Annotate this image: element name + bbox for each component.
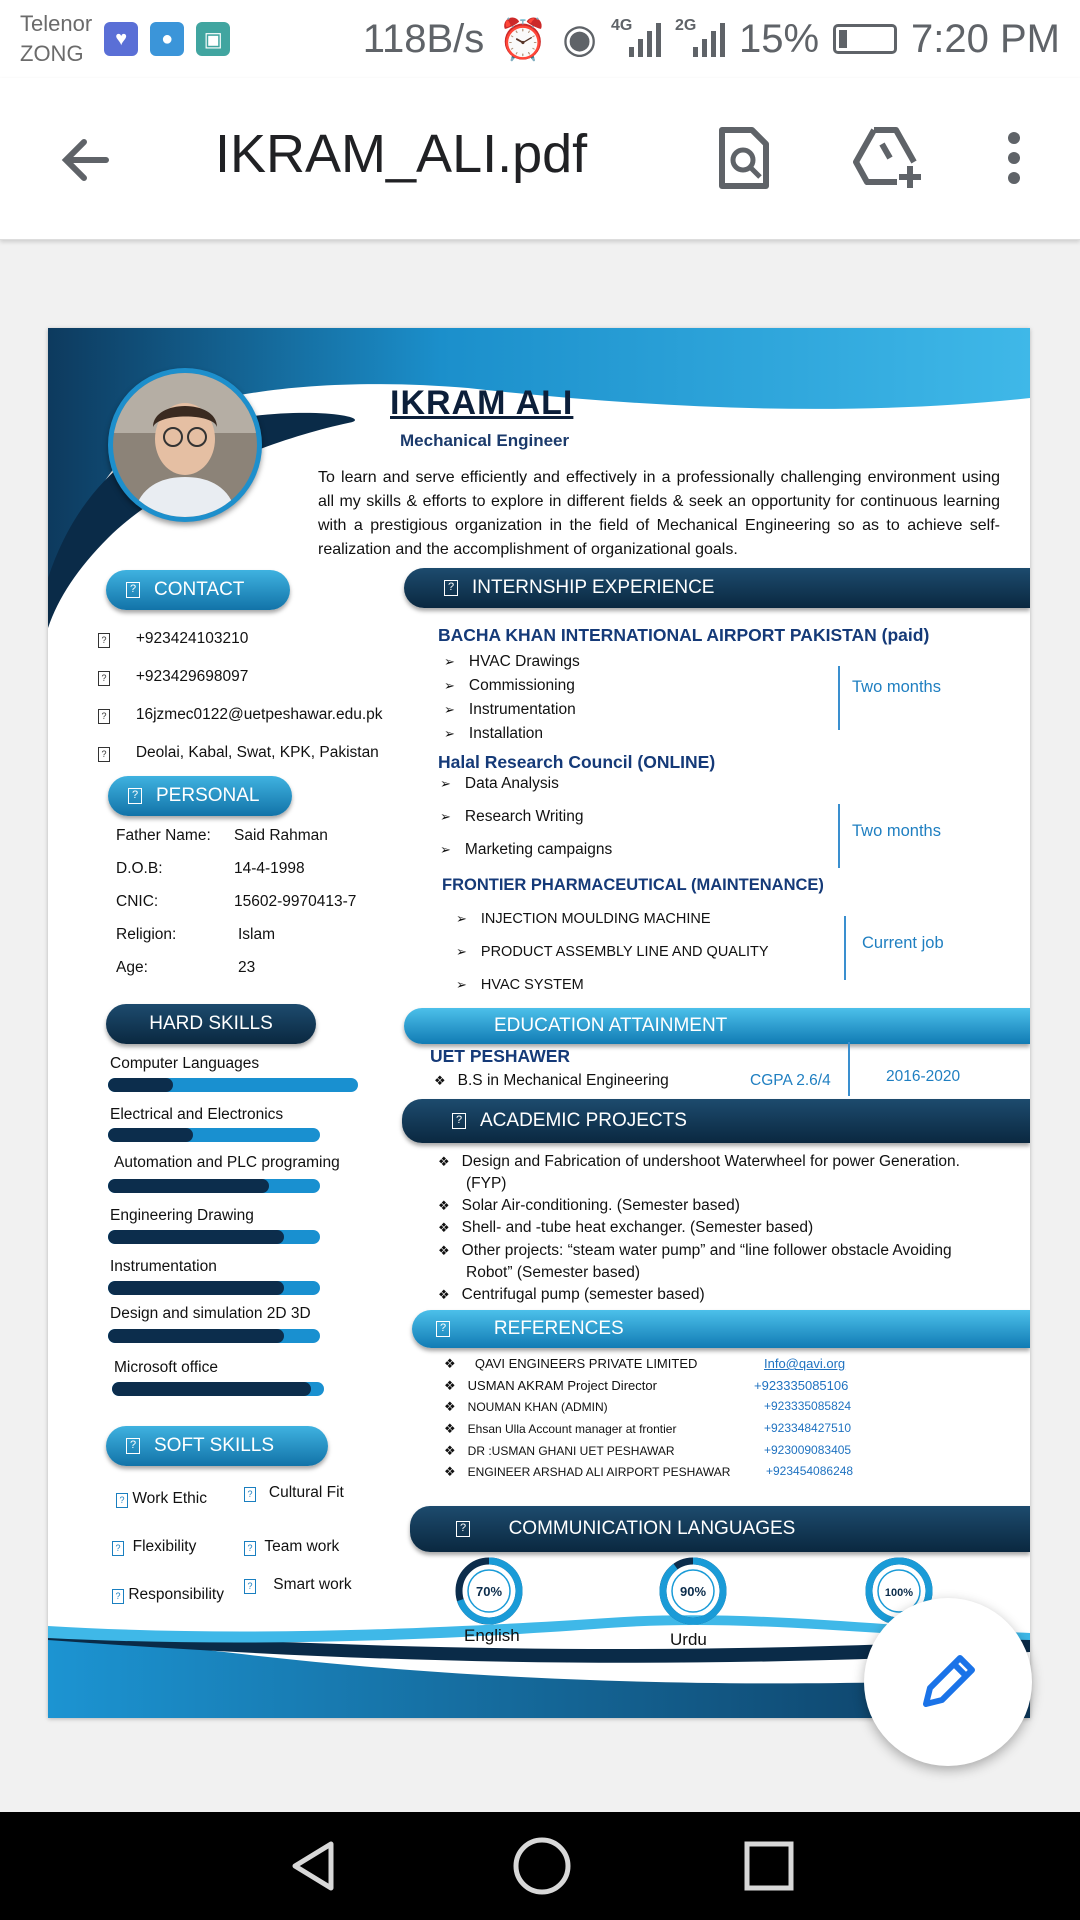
divider [848,1042,850,1096]
internship-0-item-2 [444,701,576,719]
personal-label-3: Religion: [116,926,177,943]
soft-skill-0-text: Work Ethic [132,1490,207,1507]
internship-2-item-0 [456,911,711,927]
email-icon: ? [98,709,110,724]
clock: 7:20 PM [911,16,1060,61]
project-1 [438,1197,740,1215]
language-gauge-third-label: 100% [884,1587,914,1599]
contact-address [98,744,379,762]
language-name-english: English [464,1626,520,1645]
gallery-notification-icon: ▣ [196,22,230,56]
divider [844,916,846,980]
diamond-bullet-icon: ❖ [444,1443,456,1458]
pdf-page[interactable] [48,328,1030,1718]
internship-2-item-1-text: PRODUCT ASSEMBLY LINE AND QUALITY [480,944,769,960]
skill-name-2: Automation and PLC programing [114,1154,340,1171]
projects-header-label: ACADEMIC PROJECTS [480,1110,687,1131]
soft-skill-5 [244,1576,352,1594]
phone-icon: ? [98,671,110,686]
references-icon: ? [436,1321,450,1337]
language-gauge-english-label: 70% [475,1584,503,1599]
nav-back-button[interactable] [285,1838,341,1894]
education-cgpa: CGPA 2.6/4 [750,1072,831,1089]
eye-comfort-icon: ◉ [562,17,597,61]
personal-label-1: D.O.B: [116,860,163,877]
profile-photo [113,373,257,517]
resume-name: IKRAM ALI [390,384,574,422]
diamond-bullet-icon: ❖ [438,1154,450,1169]
signal-icon-2 [674,17,725,57]
personal-label-4: Age: [116,959,148,976]
phone-icon: ? [98,633,110,648]
pencil-icon [916,1650,980,1714]
contact-email-text: 16jzmec0122@uetpeshawar.edu.pk [135,706,383,723]
reference-4-contact: +923009083405 [764,1443,852,1457]
skill-bar-6 [112,1382,324,1396]
education-degree [434,1072,669,1090]
nav-recents-button[interactable] [743,1840,795,1892]
arrow-bullet-icon: ➢ [440,776,451,791]
edit-fab-button[interactable] [864,1598,1032,1766]
divider [838,804,840,868]
internship-0-item-3 [444,725,543,743]
reference-3-name [444,1421,676,1437]
contact-phone-2 [98,668,248,686]
contact-email [98,706,383,724]
arrow-left-icon [56,132,112,188]
internship-org-1: Halal Research Council (ONLINE) [438,752,716,772]
soft-skill-2-text: Flexibility [132,1538,197,1555]
internship-0-item-3-text: Installation [468,725,544,742]
internship-1-duration: Two months [852,822,941,840]
reference-5-name [444,1464,730,1480]
reference-3-name-text: Ehsan Ulla Account manager at frontier [467,1422,677,1436]
internship-2-item-1 [456,944,769,960]
internship-0-item-0 [444,653,580,671]
internship-2-item-0-text: INJECTION MOULDING MACHINE [480,911,711,927]
more-vertical-icon [1004,130,1024,186]
internship-org-2: FRONTIER PHARMACEUTICAL (MAINTENANCE) [442,876,824,894]
diamond-bullet-icon: ❖ [438,1287,450,1302]
arrow-bullet-icon: ➢ [440,842,451,857]
skill-name-1: Electrical and Electronics [110,1106,284,1123]
soft-skills-header-label: SOFT SKILLS [154,1435,275,1456]
skill-bar-1-fill [108,1128,193,1142]
arrow-bullet-icon: ➢ [456,911,467,926]
personal-header-label: PERSONAL [156,785,260,806]
soft-skill-2 [112,1538,196,1556]
internship-1-item-0-text: Data Analysis [464,775,559,792]
project-3-cont: Robot” (Semester based) [466,1264,641,1281]
personal-icon: ? [128,788,142,804]
message-notification-icon: ● [150,22,184,56]
contact-phone-1-text: +923424103210 [135,630,249,647]
internship-header-label: INTERNSHIP EXPERIENCE [472,577,715,598]
language-gauge-urdu [658,1556,728,1626]
carrier-2: ZONG [20,41,84,66]
hard-skills-header-label: HARD SKILLS [149,1013,273,1034]
diamond-bullet-icon: ❖ [444,1378,456,1393]
check-icon: ? [116,1493,128,1508]
soft-skills-icon: ? [126,1438,140,1454]
check-icon: ? [244,1579,256,1594]
reference-0-contact[interactable]: Info@qavi.org [764,1356,846,1371]
skill-bar-6-fill [112,1382,311,1396]
diamond-bullet-icon: ❖ [434,1073,446,1088]
personal-header [108,776,292,816]
skill-bar-3 [108,1230,320,1244]
project-2 [438,1219,813,1237]
diamond-bullet-icon: ❖ [444,1421,456,1436]
reference-0-name [444,1356,697,1372]
network-type-2: 2G [674,17,697,34]
internship-org-0: BACHA KHAN INTERNATIONAL AIRPORT PAKISTAN (paid) [438,625,930,645]
resume-role: Mechanical Engineer [400,431,570,450]
soft-skill-5-text: Smart work [273,1576,352,1593]
internship-1-item-2 [440,841,612,859]
arrow-bullet-icon: ➢ [456,944,467,959]
personal-label-2: CNIC: [116,893,159,910]
arrow-bullet-icon: ➢ [444,702,455,717]
health-notification-icon: ♥ [104,22,138,56]
battery-icon [833,24,897,54]
find-in-page-icon [716,126,772,190]
education-header-label: EDUCATION ATTAINMENT [494,1015,728,1036]
language-gauge-english [454,1556,524,1626]
project-0-cont: (FYP) [466,1175,507,1192]
network-speed: 118B/s [362,16,485,61]
internship-1-item-0 [440,775,559,793]
reference-5-name-text: ENGINEER ARSHAD ALI AIRPORT PESHAWAR [467,1465,731,1479]
project-1-text: Solar Air-conditioning. (Semester based) [461,1197,740,1214]
project-0-text: Design and Fabrication of undershoot Waterwheel for power Generation. [461,1153,960,1170]
check-icon: ? [244,1541,256,1556]
personal-value-4: 23 [238,959,256,976]
signal-icon-1 [610,17,661,57]
reference-1-name [444,1378,657,1394]
check-icon: ? [112,1541,124,1556]
contact-header [106,570,290,610]
soft-skill-3 [244,1538,339,1556]
reference-2-contact: +923335085824 [764,1399,852,1413]
document-title: IKRAM_ALI.pdf [215,124,588,184]
internship-1-item-2-text: Marketing campaigns [464,841,613,858]
education-header [404,1008,1030,1044]
personal-value-0: Said Rahman [234,827,328,844]
personal-label-0: Father Name: [116,827,211,844]
project-3-text: Other projects: “steam water pump” and “line follower obstacle Avoiding [461,1242,952,1259]
network-type-1: 4G [610,17,633,34]
reference-4-name [444,1443,675,1459]
education-degree-text: B.S in Mechanical Engineering [457,1072,669,1089]
internship-0-item-1 [444,677,575,695]
reference-5-contact: +923454086248 [766,1464,854,1478]
soft-skills-header [106,1426,328,1466]
internship-0-item-2-text: Instrumentation [468,701,576,718]
arrow-bullet-icon: ➢ [440,809,451,824]
reference-1-name-text: USMAN AKRAM Project Director [467,1378,657,1393]
skill-name-0: Computer Languages [110,1055,260,1072]
projects-icon: ? [452,1113,466,1129]
reference-0-name-text: QAVI ENGINEERS PRIVATE LIMITED [474,1356,698,1371]
skill-bar-0-fill [108,1078,173,1092]
education-years: 2016-2020 [886,1068,961,1085]
internship-2-item-2 [456,977,584,993]
alarm-icon: ⏰ [498,17,549,62]
diamond-bullet-icon: ❖ [438,1243,450,1258]
reference-2-name-text: NOUMAN KHAN (ADMIN) [467,1400,608,1414]
contact-icon: ? [126,582,140,598]
contact-phone-1 [98,630,248,648]
internship-1-item-1-text: Research Writing [464,808,584,825]
arrow-bullet-icon: ➢ [444,678,455,693]
carrier-1: Telenor [20,11,93,36]
status-bar [0,0,1080,78]
skill-name-3: Engineering Drawing [110,1207,254,1224]
project-0 [438,1153,960,1171]
internship-1-item-1 [440,808,584,826]
project-4 [438,1286,705,1304]
diamond-bullet-icon: ❖ [444,1356,456,1371]
skill-name-5: Design and simulation 2D 3D [110,1305,311,1322]
soft-skill-3-text: Team work [264,1538,340,1555]
more-options-button[interactable] [974,118,1054,198]
contact-phone-2-text: +923429698097 [135,668,249,685]
soft-skill-0 [116,1490,207,1508]
reference-2-name [444,1399,608,1415]
divider [838,666,840,730]
language-gauge-urdu-label: 90% [679,1584,707,1599]
soft-skill-4 [112,1586,224,1604]
drive-add-icon [852,126,924,190]
location-icon: ? [98,747,110,762]
diamond-bullet-icon: ❖ [444,1464,456,1479]
references-header-label: REFERENCES [493,1318,624,1339]
soft-skill-4-text: Responsibility [128,1586,224,1603]
internship-header [404,568,1030,608]
skill-name-6: Microsoft office [114,1359,218,1376]
diamond-bullet-icon: ❖ [438,1220,450,1235]
project-2-text: Shell- and -tube heat exchanger. (Semester based) [461,1219,814,1236]
add-to-drive-button[interactable] [848,118,928,198]
arrow-bullet-icon: ➢ [456,977,467,992]
project-4-text: Centrifugal pump (semester based) [461,1286,705,1303]
internship-0-item-1-text: Commissioning [468,677,575,694]
internship-2-item-2-text: HVAC SYSTEM [480,977,584,993]
personal-value-1: 14-4-1998 [234,860,305,877]
skill-bar-0 [108,1078,358,1092]
skill-name-4: Instrumentation [110,1258,217,1275]
skill-bar-2-fill [108,1179,269,1193]
resume-objective: To learn and serve efficiently and effectively in a professionally challenging environment using all my skills & efforts to explore in different fields & seek an opportunity for continuous learning with a prestigious organization in the field of Mechanical Engineering so as to achieve self-realization and the accomplishment of organizational goals. [318,469,1000,558]
language-name-urdu: Urdu [670,1630,707,1649]
reference-4-name-text: DR :USMAN GHANI UET PESHAWAR [467,1444,675,1458]
skill-bar-2 [108,1179,320,1193]
skill-bar-3-fill [108,1230,284,1244]
soft-skill-1 [244,1484,344,1502]
navigation-bar [0,1812,1080,1920]
soft-skill-1-text: Cultural Fit [268,1484,344,1501]
project-3 [438,1242,952,1260]
languages-header-label: COMMUNICATION LANGUAGES [508,1518,796,1539]
skill-bar-1 [108,1128,320,1142]
personal-value-2: 15602-9970413-7 [234,893,357,910]
education-school: UET PESHAWER [430,1046,571,1066]
back-button[interactable] [56,132,112,188]
hard-skills-header [106,1004,316,1044]
diamond-bullet-icon: ❖ [438,1198,450,1213]
reference-1-contact: +923335085106 [754,1378,849,1393]
contact-header-label: CONTACT [154,579,245,600]
languages-icon: ? [456,1521,470,1537]
arrow-bullet-icon: ➢ [444,654,455,669]
languages-header [410,1506,1030,1552]
search-document-button[interactable] [704,118,784,198]
skill-bar-4-fill [108,1281,284,1295]
battery-percent: 15% [738,16,820,61]
app-bar [0,78,1080,240]
internship-0-item-0-text: HVAC Drawings [468,653,580,670]
skill-bar-5 [108,1329,320,1343]
check-icon: ? [112,1589,124,1604]
projects-header [402,1099,1030,1143]
contact-address-text: Deolai, Kabal, Swat, KPK, Pakistan [135,744,379,761]
personal-value-3: Islam [238,926,276,943]
arrow-bullet-icon: ➢ [444,726,455,741]
internship-icon: ? [444,580,458,596]
internship-2-duration: Current job [862,934,944,952]
nav-home-button[interactable] [512,1836,572,1896]
profile-photo-frame [108,368,262,522]
internship-0-duration: Two months [852,678,941,696]
check-icon: ? [244,1487,256,1502]
references-header [412,1310,1030,1348]
diamond-bullet-icon: ❖ [444,1399,456,1414]
skill-bar-5-fill [108,1329,284,1343]
reference-3-contact: +923348427510 [764,1421,852,1435]
skill-bar-4 [108,1281,320,1295]
